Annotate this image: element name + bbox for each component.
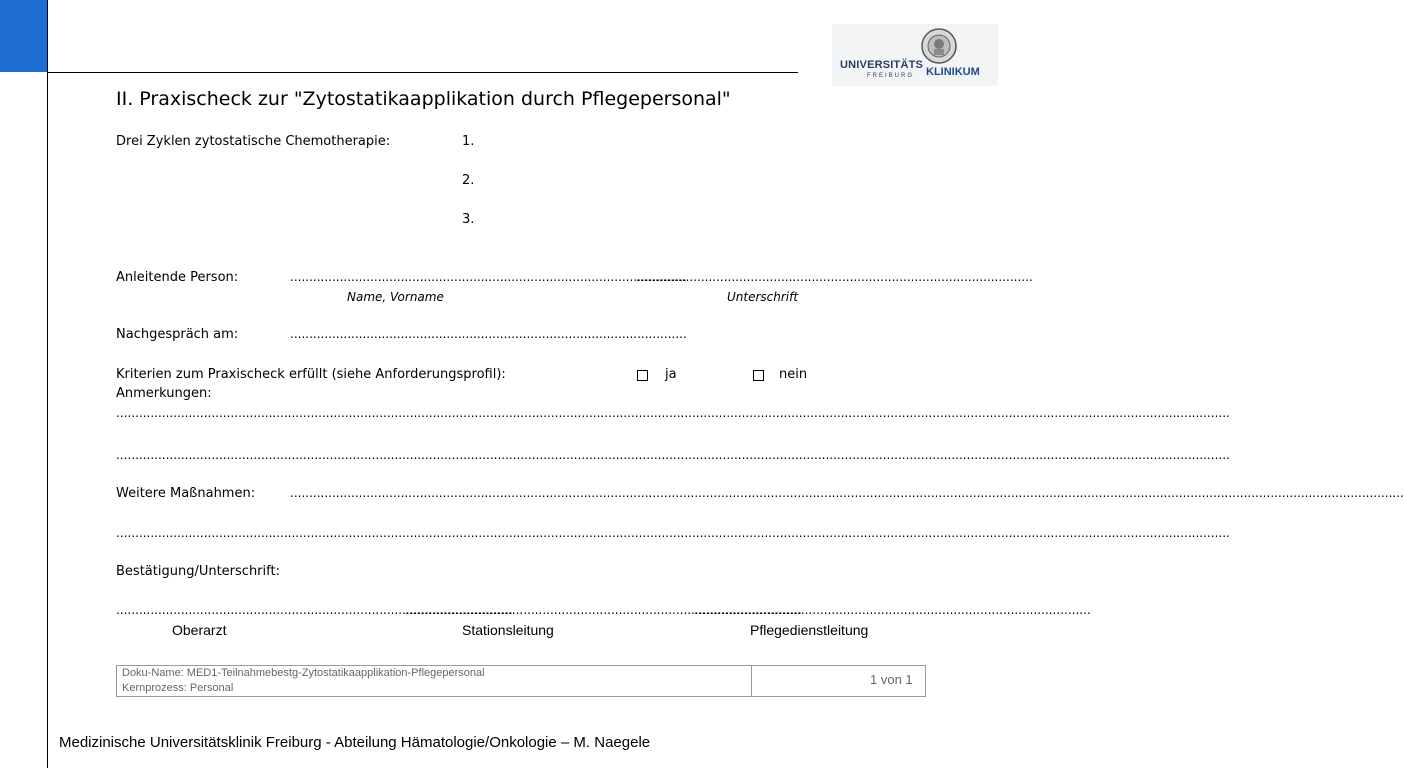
anmerkungen-line-2[interactable]: .................................................................................................................................................................................................................................................................................................... [116, 448, 1230, 462]
page-number: 1 von 1 [870, 672, 913, 687]
logo-universitaets-text: UNIVERSITÄTS [840, 59, 924, 71]
zyklus-3: 3. [462, 212, 475, 227]
zyklen-label: Drei Zyklen zytostatische Chemotherapie: [116, 134, 391, 149]
form-title: II. Praxischeck zur "Zytostatikaapplikation durch Pflegepersonal" [116, 88, 731, 110]
footer-divider [751, 666, 752, 696]
oberarzt-caption: Oberarzt [172, 622, 227, 638]
nein-checkbox[interactable] [753, 370, 764, 381]
nachgespraech-field-line[interactable]: ........................................................................................................ [290, 327, 687, 341]
massnahmen-line-1[interactable]: .................................................................................................................................................................................................................................................................................................... [290, 486, 1404, 500]
kriterien-label: Kriterien zum Praxischeck erfüllt (siehe Anforderungsprofil): [116, 367, 506, 382]
logo-freiburg-text: FREIBURG [867, 73, 915, 79]
document-footer-box [116, 665, 926, 697]
left-border-line [47, 0, 48, 768]
ja-checkbox[interactable] [637, 370, 648, 381]
name-caption: Name, Vorname [347, 290, 444, 304]
stationsleitung-signature-line[interactable]: ........................................................................................................ [405, 603, 802, 617]
ja-label: ja [665, 367, 677, 382]
anmerkungen-label: Anmerkungen: [116, 386, 212, 401]
doku-name: Doku-Name: MED1-Teilnahmebestg-Zytostatikaapplikation-Pflegepersonal [122, 667, 485, 679]
unterschrift-field-line[interactable]: ........................................................................................................ [636, 270, 1033, 284]
oberarzt-signature-line[interactable]: ........................................................................................................ [116, 603, 513, 617]
bestaetigung-label: Bestätigung/Unterschrift: [116, 564, 280, 579]
anmerkungen-line-1[interactable]: .................................................................................................................................................................................................................................................................................................... [116, 406, 1230, 420]
zyklus-1: 1. [462, 134, 475, 149]
nachgespraech-label: Nachgespräch am: [116, 327, 239, 342]
name-field-line[interactable]: ........................................................................................................ [290, 270, 687, 284]
slide-footer-text: Medizinische Universitätsklinik Freiburg - Abteilung Hämatologie/Onkologie – M. Naegele [59, 734, 651, 751]
zyklus-2: 2. [462, 173, 475, 188]
university-logo [832, 24, 998, 86]
blue-header-tab [0, 0, 47, 72]
pflegedienstleitung-caption: Pflegedienstleitung [750, 622, 869, 638]
kernprozess: Kernprozess: Personal [122, 682, 234, 694]
pflegedienstleitung-signature-line[interactable]: ........................................................................................................ [694, 603, 1091, 617]
massnahmen-line-2[interactable]: .................................................................................................................................................................................................................................................................................................... [116, 526, 1230, 540]
anleitende-label: Anleitende Person: [116, 270, 239, 285]
seal-icon [920, 27, 958, 65]
massnahmen-label: Weitere Maßnahmen: [116, 486, 256, 501]
stationsleitung-caption: Stationsleitung [462, 622, 554, 638]
logo-klinikum-text: KLINIKUM [926, 66, 980, 78]
nein-label: nein [779, 367, 808, 382]
unterschrift-caption: Unterschrift [727, 290, 799, 304]
header-rule [47, 72, 798, 73]
